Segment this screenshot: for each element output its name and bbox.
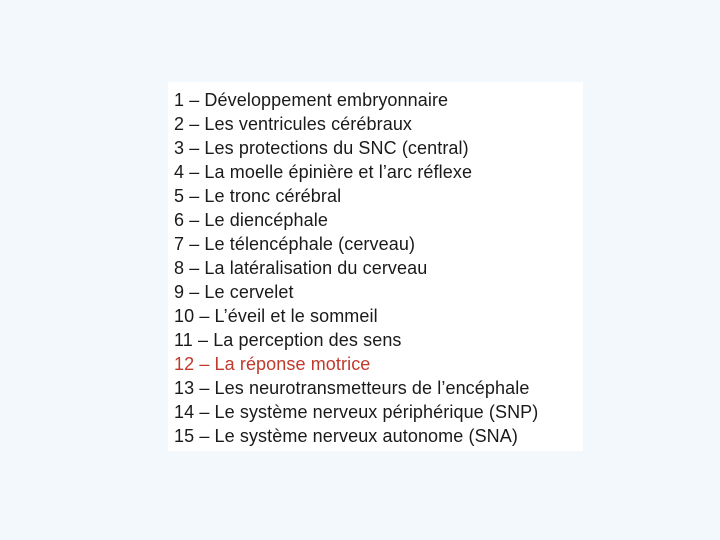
- toc-item-9: 9 – Le cervelet: [174, 282, 294, 302]
- toc-item-4: 4 – La moelle épinière et l’arc réflexe: [174, 162, 473, 182]
- toc-item-5: 5 – Le tronc cérébral: [174, 186, 342, 206]
- table-of-contents: [168, 82, 583, 451]
- toc-item-11: 11 – La perception des sens: [174, 330, 402, 350]
- toc-list: [174, 88, 583, 448]
- toc-item-2: 2 – Les ventricules cérébraux: [174, 114, 413, 134]
- toc-item-12: 12 – La réponse motrice: [174, 354, 371, 374]
- toc-item-14: 14 – Le système nerveux périphérique (SNP): [174, 402, 539, 422]
- toc-item-6: 6 – Le diencéphale: [174, 210, 328, 230]
- toc-item-13: 13 – Les neurotransmetteurs de l’encéphale: [174, 378, 530, 398]
- toc-item-1: 1 – Développement embryonnaire: [174, 90, 449, 110]
- toc-item-15: 15 – Le système nerveux autonome (SNA): [174, 426, 518, 446]
- toc-item-7: 7 – Le télencéphale (cerveau): [174, 234, 416, 254]
- toc-item-10: 10 – L’éveil et le sommeil: [174, 306, 378, 326]
- toc-item-3: 3 – Les protections du SNC (central): [174, 138, 469, 158]
- toc-item-8: 8 – La latéralisation du cerveau: [174, 258, 428, 278]
